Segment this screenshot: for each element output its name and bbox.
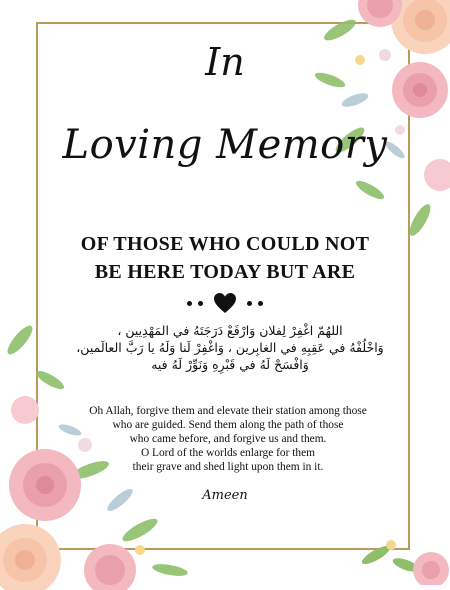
heart-divider [0,292,450,314]
arabic-line: اللهُمّ اغْفِرْ لِفلان وَارْفَعْ دَرَجَتَهُ في المَهْدِيين ، [117,323,343,338]
title-in: In [205,40,245,84]
floral-decoration-bottom-right [346,525,450,585]
divider-dot [258,301,263,306]
english-line: O Lord of the worlds enlarge for them [140,447,316,459]
arabic-line: وَاخْلُفْهُ في عَقِبِهِ في الغابِرين ، وَاغْفِرْ لَنا وَلَهُ يا رَبَّ العالَمين، [76,340,384,355]
subheading [58,230,392,286]
title-loving-memory: Loving Memory [62,122,388,168]
english-line: their grave and shed light upon them in it. [132,461,324,473]
english-line: Oh Allah, forgive them and elevate their station among those [89,405,367,417]
divider-dot [198,301,203,306]
closing-ameen: Ameen [202,488,248,503]
subheading-line-2: BE HERE TODAY BUT ARE [94,261,356,283]
divider-dot [247,301,252,306]
divider-dot [187,301,192,306]
english-dua [58,404,398,474]
english-line: who are guided. Send them along the path of those [112,419,344,431]
english-line: who came before, and forgive us and them. [129,433,327,445]
subheading-line-1: OF THOSE WHO COULD NOT [80,233,370,255]
heart-icon [213,292,237,314]
arabic-line: وَافْسَحْ لَهُ في قَبْرِهِ وَنَوِّرْ لَهُ فيه [151,357,309,372]
arabic-dua [60,322,400,373]
